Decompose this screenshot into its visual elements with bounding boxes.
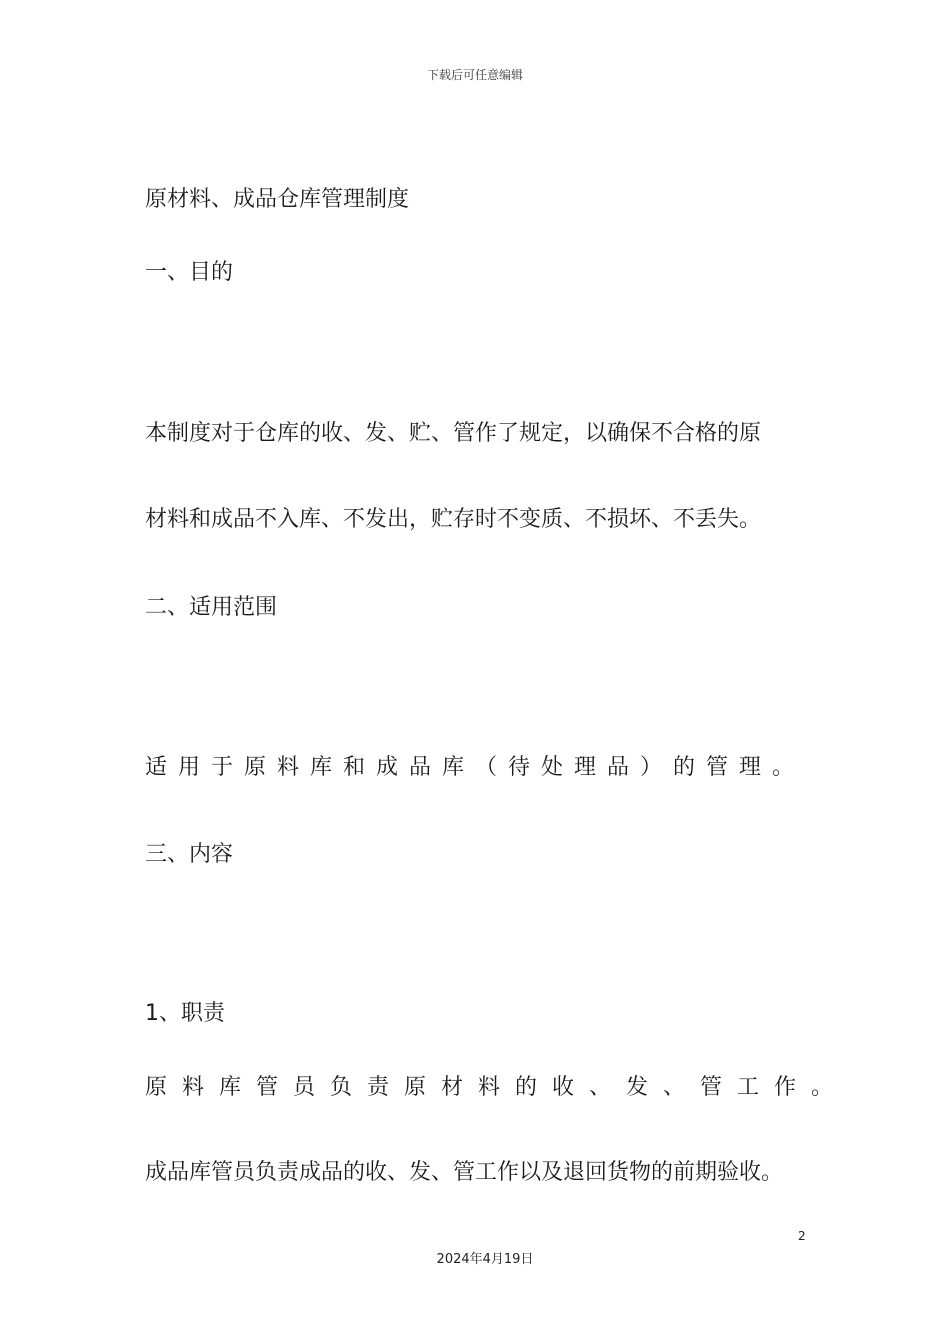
document-title: 原材料、成品仓库管理制度: [145, 187, 410, 212]
purpose-paragraph-line-2: 材料和成品不入库、不发出，贮存时不变质、不损坏、不丢失。: [145, 507, 762, 532]
section-heading-content: 三、内容: [145, 842, 234, 867]
duties-line-2: 成品库管员负责成品的收、发、管工作以及退回货物的前期验收。: [145, 1160, 784, 1185]
section-heading-purpose: 一、目的: [145, 260, 234, 285]
section-heading-scope: 二、适用范围: [145, 595, 278, 620]
scope-paragraph: 适用于原料库和成品库（待处理品）的管理。: [145, 755, 806, 780]
page-number: 2: [798, 1229, 806, 1243]
duties-line-1: 原料库管员负责原材料的收、发、管工作。: [145, 1075, 849, 1100]
subsection-heading-duties: 1、职责: [145, 1001, 225, 1026]
header-note: 下载后可任意编辑: [426, 68, 523, 82]
footer-date: 2024年4月19日: [436, 1252, 534, 1267]
purpose-paragraph-line-1: 本制度对于仓库的收、发、贮、管作了规定，以确保不合格的原: [145, 421, 762, 446]
